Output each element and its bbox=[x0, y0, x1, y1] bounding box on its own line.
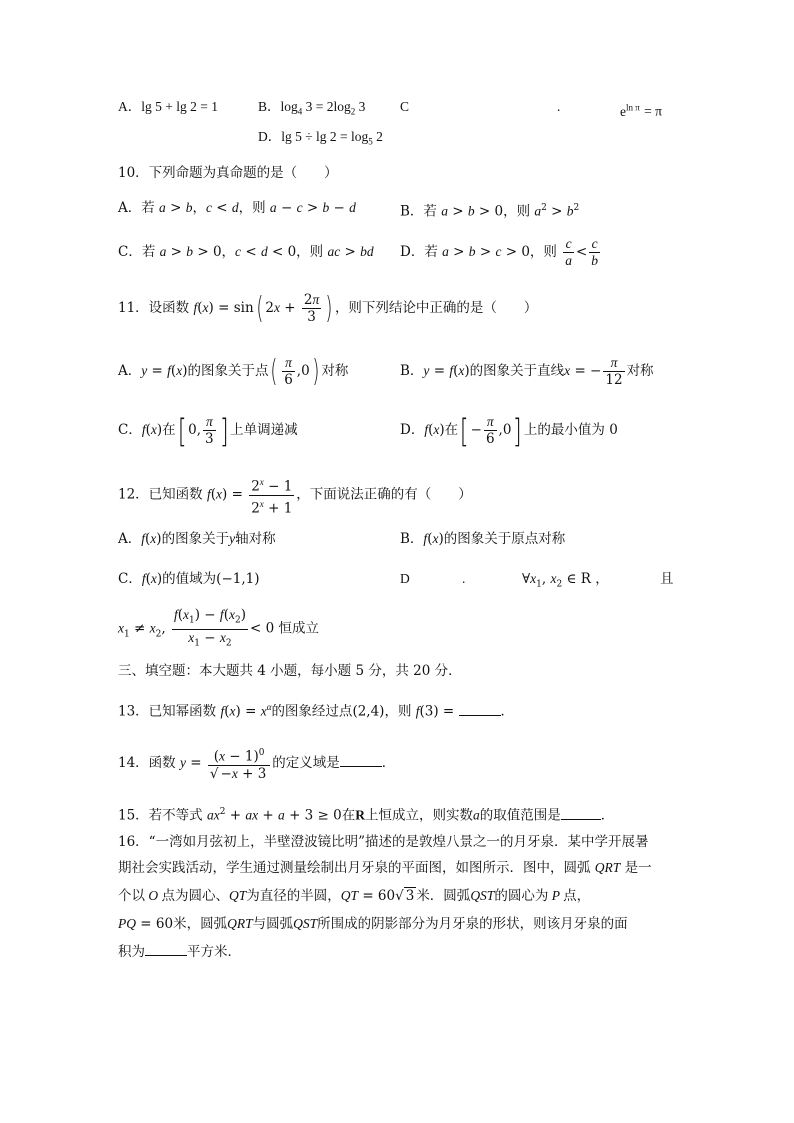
q16-line3: 个以 O 点为圆心、QT为直径的半圆，QT = 60√ 3 米．圆弧QST的圆心为 P 点， bbox=[118, 888, 591, 904]
q11-option-d-text2: 上的最小值为 0 bbox=[523, 422, 618, 438]
q10-option-d-label: D．若 bbox=[400, 244, 438, 260]
q12-option-d-end: 且 bbox=[660, 571, 674, 587]
q9-option-b-prefix: B．log bbox=[258, 99, 298, 114]
q11-option-b: B．y = f(x)的图象关于直线x = − $\frac{\pi}{12}$ 对称 bbox=[400, 355, 654, 388]
q12-stem-prefix: 12．已知函数 bbox=[118, 486, 203, 503]
q9-option-a bbox=[118, 97, 218, 117]
q11-stem-prefix: 11．设函数 bbox=[118, 300, 190, 316]
q16-line5 bbox=[118, 941, 241, 962]
q14: 14．函数 y = $\frac{(x - 1)^0}{√ -x + 3}$ 的定义域是 ． bbox=[118, 745, 395, 782]
q13-prefix: 13．已知幂函数 bbox=[118, 703, 217, 720]
q16-line4-c: 所围成的阴影部分为月牙泉的形状，则该月牙泉的面 bbox=[317, 916, 628, 932]
q16-line5-a: 积为 bbox=[118, 944, 145, 960]
q9-option-b-rest: 3 = 2log bbox=[305, 99, 351, 114]
q9-option-b-end: 3 bbox=[358, 99, 366, 114]
q15-mid2: 上恒成立，则实数 bbox=[365, 807, 473, 824]
q12-option-d-forall: $\forall x_1$, $x_2$ ∈ R ， bbox=[522, 571, 609, 590]
q12-option-b-text: 的图象关于原点对称 bbox=[443, 531, 566, 547]
q13-answer-blank[interactable] bbox=[459, 701, 501, 716]
q13: 13．已知幂函数 $f(x) = x^\alpha$的图象经过点(2,4)，则 f(3) = ． bbox=[118, 702, 515, 720]
q16-line3-f: 点， bbox=[563, 888, 591, 904]
q9-option-c-label: C bbox=[400, 99, 410, 114]
q10-option-a: A．若 a > b，c < d，则 a − c > b − d bbox=[118, 200, 356, 216]
q12-option-a-end: 轴对称 bbox=[235, 531, 276, 547]
q10-option-c-label: C．若 bbox=[118, 244, 156, 260]
q16-line4: PQ = 60米，圆弧QRT与圆弧QST所围成的阴影部分为月牙泉的形状，则该月牙泉的面 bbox=[118, 916, 628, 932]
q16-answer-blank[interactable] bbox=[145, 941, 187, 956]
q12-option-b: B．f(x)的图象关于原点对称 bbox=[400, 531, 566, 547]
q15-answer-blank[interactable] bbox=[561, 805, 601, 820]
q11-option-c-text2: 上单调递减 bbox=[230, 422, 298, 438]
q9-option-c-dot: . bbox=[557, 99, 561, 114]
q9-option-d: D．$\lg 5 \div \lg 2 = \log_5 2$ bbox=[258, 129, 383, 147]
q9-option-b: B．$\log_4 3 = 2\log_2$ 3 bbox=[258, 99, 366, 117]
q10-option-b-label: B．若 bbox=[400, 203, 437, 220]
q9-option-a-text: A．lg 5 + lg 2 = 1 bbox=[118, 99, 218, 114]
q16-line3-e: 的圆心为 bbox=[494, 888, 549, 904]
q9-option-c-formula-text: = π bbox=[644, 103, 662, 119]
q14-end: 的定义域是 bbox=[272, 754, 340, 771]
q11-option-d-text1: 在 bbox=[444, 422, 459, 438]
q12-option-d-label: D bbox=[400, 571, 410, 586]
q10-option-d: D．若 a > b > c > 0，则 $\frac{c}{a}$ < $\frac{c}{b}$ bbox=[400, 236, 599, 268]
q10-option-c: C．若 a > b > 0，c < d < 0，则 ac > bd bbox=[118, 244, 374, 260]
q11-option-a: A．y = f(x)的图象关于点( $\frac{\pi}{6}$ ,0) 对称 bbox=[118, 353, 349, 389]
q15-mid: 在 bbox=[341, 807, 356, 824]
q16-line3-c: 为直径的半圆， bbox=[246, 888, 341, 904]
q12-option-c-text: 的值域为 bbox=[162, 571, 217, 587]
section-3-heading: 三、填空题：本大题共 4 小题，每小题 5 分，共 20 分． bbox=[118, 663, 462, 679]
q14-prefix: 14．函数 bbox=[118, 754, 176, 771]
q9-option-d-text: D．lg 5 ÷ lg 2 = log bbox=[258, 129, 369, 144]
q12-option-c: C．f(x)的值域为(−1,1) bbox=[118, 571, 260, 587]
q10-option-a-label: A．若 bbox=[118, 200, 155, 216]
q11-option-b-text1: 的图象关于直线 bbox=[469, 363, 565, 379]
q14-answer-blank[interactable] bbox=[340, 752, 382, 767]
q11-stem-suffix: ，则下列结论中正确的是（ ） bbox=[334, 300, 538, 316]
q16-line5-b: 平方米． bbox=[187, 944, 241, 960]
q16-line2: 期社会实践活动，学生通过测量绘制出月牙泉的平面图，如图所示．图中，圆弧 QRT 是一 bbox=[118, 860, 652, 876]
q12-stem: 12．已知函数 f(x) = $\frac{2^x - 1}{2^x + 1}$ ，下面说法正确的有（ ） bbox=[118, 474, 472, 516]
q10-stem: 10．下列命题为真命题的是（ ） bbox=[118, 165, 338, 181]
q11-option-a-text2: 对称 bbox=[321, 363, 349, 379]
q12-option-d-line2: $x_1 \ne x_2$, $\frac{f(x_1) - f(x_2)}{x_1 - x_2}$ < 0 恒成立 bbox=[118, 607, 319, 649]
q12-option-d-line2-end: < 0 恒成立 bbox=[249, 620, 319, 637]
q11-option-c: C．f(x)在[ 0, $\frac{\pi}{3}$ ] 上单调递减 bbox=[118, 411, 298, 450]
q10-option-b: B．若 a > b > 0，则 $a^2 > b^2$ bbox=[400, 203, 580, 220]
q15: 15．若不等式 $ax^2$ + ax + a + 3 ≥ 0在R上恒成立，则实数a的取值范围是 ． bbox=[118, 802, 614, 826]
q16-line3-a: 个以 bbox=[118, 888, 145, 904]
q12-option-d-dot: . bbox=[462, 571, 466, 586]
q15-end: 的取值范围是 bbox=[479, 807, 561, 824]
q16-line4-b: 与圆弧 bbox=[252, 916, 294, 932]
q12-option-a: A．f(x)的图象关于y轴对称 bbox=[118, 531, 276, 547]
q11-stem: 11．设函数 f(x) = sin( 2x + $\frac{2\pi}{3}$ ) ，则下列结论中正确的是（ ） bbox=[118, 290, 538, 326]
q16-line3-d: 米．圆弧 bbox=[416, 888, 471, 904]
q15-prefix: 15．若不等式 bbox=[118, 807, 203, 824]
q9-option-c-formula: $e^{ln \pi} = \pi$ bbox=[620, 102, 662, 119]
q13-end: ，则 bbox=[384, 703, 412, 720]
q12-stem-suffix: ，下面说法正确的有（ ） bbox=[296, 486, 472, 503]
q9-option-d-end: 2 bbox=[376, 129, 383, 144]
q16-line2-end: 是一 bbox=[624, 860, 652, 876]
q16-line2-text: 期社会实践活动，学生通过测量绘制出月牙泉的平面图，如图所示．图中，圆弧 bbox=[118, 860, 591, 876]
q13-mid: 的图象经过点 bbox=[271, 703, 353, 720]
q16-line4-a: 米，圆弧 bbox=[173, 916, 228, 932]
q11-option-d: D．f(x)在[ − $\frac{\pi}{6}$ ,0] 上的最小值为 0 bbox=[400, 411, 618, 450]
q11-option-a-text1: 的图象关于点 bbox=[187, 363, 269, 379]
q16-line3-b: 点为圆心、 bbox=[161, 888, 229, 904]
q12-option-a-text: 的图象关于 bbox=[161, 531, 230, 547]
q16-line1: 16．“一湾如月弦初上，半壁澄波镜比明”描述的是敦煌八景之一的月牙泉．某中学开展暑 bbox=[118, 834, 649, 850]
q11-option-c-text1: 在 bbox=[162, 422, 176, 438]
q11-option-b-text2: 对称 bbox=[626, 363, 654, 379]
